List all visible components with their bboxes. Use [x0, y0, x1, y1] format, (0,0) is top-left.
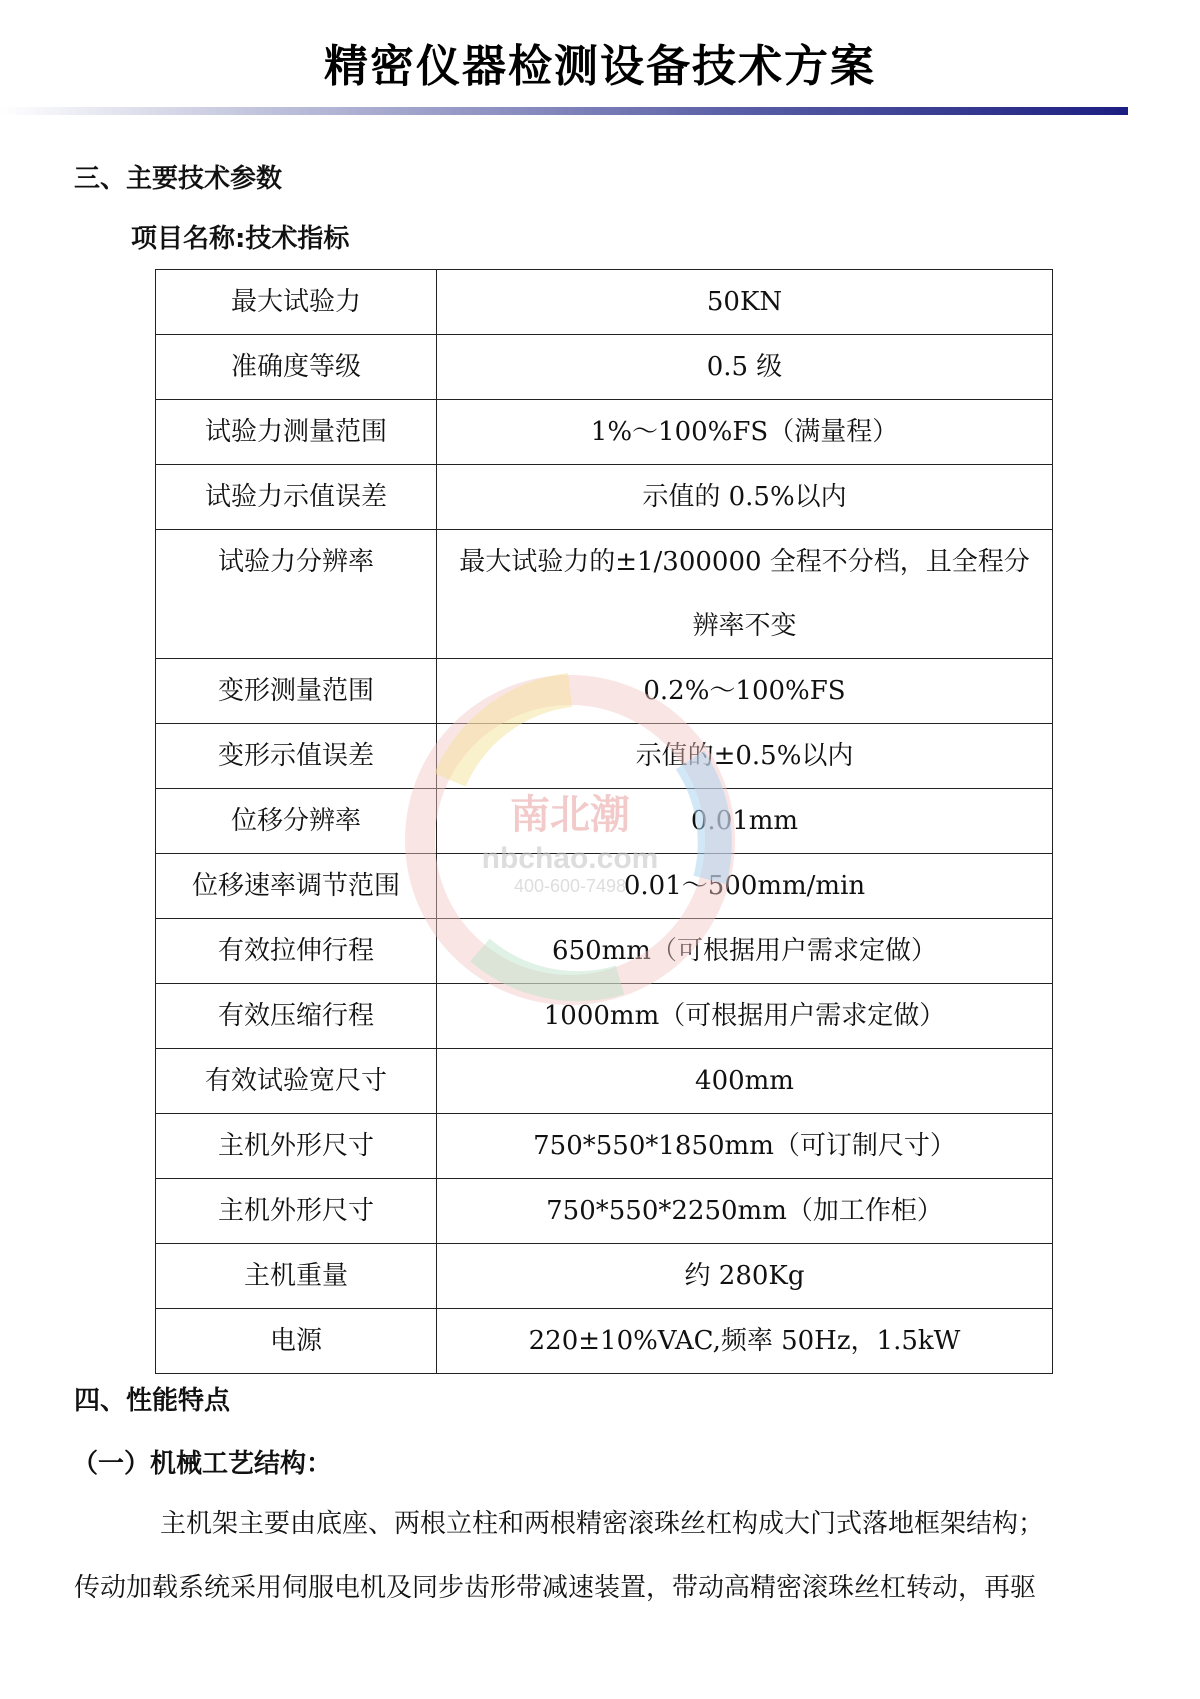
- table-row: [156, 335, 1053, 400]
- param-name: 有效拉伸行程: [156, 919, 437, 984]
- table-row: [156, 1309, 1053, 1374]
- paragraph-line: 主机架主要由底座、两根立柱和两根精密滚珠丝杠构成大门式落地框架结构；: [160, 1509, 1045, 1539]
- param-name: 变形测量范围: [156, 659, 437, 724]
- table-row: [156, 789, 1053, 854]
- table-row: [156, 854, 1053, 919]
- param-name: 主机重量: [156, 1244, 437, 1309]
- param-value: 示值的 0.5%以内: [437, 465, 1053, 530]
- watermark-brand-en: nbchao.com: [481, 842, 659, 875]
- param-value: 约 280Kg: [437, 1244, 1053, 1309]
- param-value: 750*550*1850mm（可订制尺寸）: [437, 1114, 1053, 1179]
- param-name: 电源: [156, 1309, 437, 1374]
- page-title: 精密仪器检测设备技术方案: [324, 41, 876, 92]
- watermark-brand-cn: 南北潮: [510, 791, 630, 838]
- param-value: 0.5 级: [437, 335, 1053, 400]
- param-name: 位移速率调节范围: [156, 854, 437, 919]
- param-value: 0.2%～100%FS: [437, 659, 1053, 724]
- section-heading-features: 四、性能特点: [74, 1386, 231, 1416]
- section-heading-parameters: 三、主要技术参数: [74, 164, 283, 194]
- table-row: [156, 400, 1053, 465]
- param-name: 主机外形尺寸: [156, 1179, 437, 1244]
- table-row: [156, 1049, 1053, 1114]
- table-row: [156, 530, 1053, 659]
- param-name: 准确度等级: [156, 335, 437, 400]
- table-row: [156, 270, 1053, 335]
- param-value: 0.01～500mm/min: [437, 854, 1053, 919]
- param-value: 1000mm（可根据用户需求定做）: [437, 984, 1053, 1049]
- table-row: [156, 1179, 1053, 1244]
- table-row: [156, 659, 1053, 724]
- param-value: 220±10%VAC,频率 50Hz，1.5kW: [437, 1309, 1053, 1374]
- param-name: 变形示值误差: [156, 724, 437, 789]
- param-name: 位移分辨率: [156, 789, 437, 854]
- title-divider: [0, 107, 1128, 115]
- param-value: 0.01mm: [437, 789, 1053, 854]
- param-value: 示值的±0.5%以内: [437, 724, 1053, 789]
- param-name: 试验力分辨率: [156, 530, 437, 659]
- table-row: [156, 465, 1053, 530]
- param-name: 试验力测量范围: [156, 400, 437, 465]
- spec-table: [155, 269, 1053, 1374]
- table-row: [156, 919, 1053, 984]
- param-name: 最大试验力: [156, 270, 437, 335]
- table-row: [156, 1244, 1053, 1309]
- param-value: 50KN: [437, 270, 1053, 335]
- table-row: [156, 1114, 1053, 1179]
- table-row: [156, 984, 1053, 1049]
- watermark-phone: 400-600-7498: [513, 876, 627, 896]
- param-name: 有效试验宽尺寸: [156, 1049, 437, 1114]
- param-value: 650mm（可根据用户需求定做）: [437, 919, 1053, 984]
- subsection-heading-mechanical: （一）机械工艺结构：: [72, 1449, 333, 1479]
- paragraph-line: 传动加载系统采用伺服电机及同步齿形带减速装置，带动高精密滚珠丝杠转动，再驱: [74, 1573, 1037, 1603]
- param-name: 主机外形尺寸: [156, 1114, 437, 1179]
- table-caption: 项目名称:技术指标: [131, 224, 350, 254]
- param-value: 1%～100%FS（满量程）: [437, 400, 1053, 465]
- param-value: 400mm: [437, 1049, 1053, 1114]
- param-name: 有效压缩行程: [156, 984, 437, 1049]
- param-value: 最大试验力的±1/300000 全程不分档，且全程分辨率不变: [437, 530, 1053, 659]
- param-value: 750*550*2250mm（加工作柜）: [437, 1179, 1053, 1244]
- param-name: 试验力示值误差: [156, 465, 437, 530]
- table-row: [156, 724, 1053, 789]
